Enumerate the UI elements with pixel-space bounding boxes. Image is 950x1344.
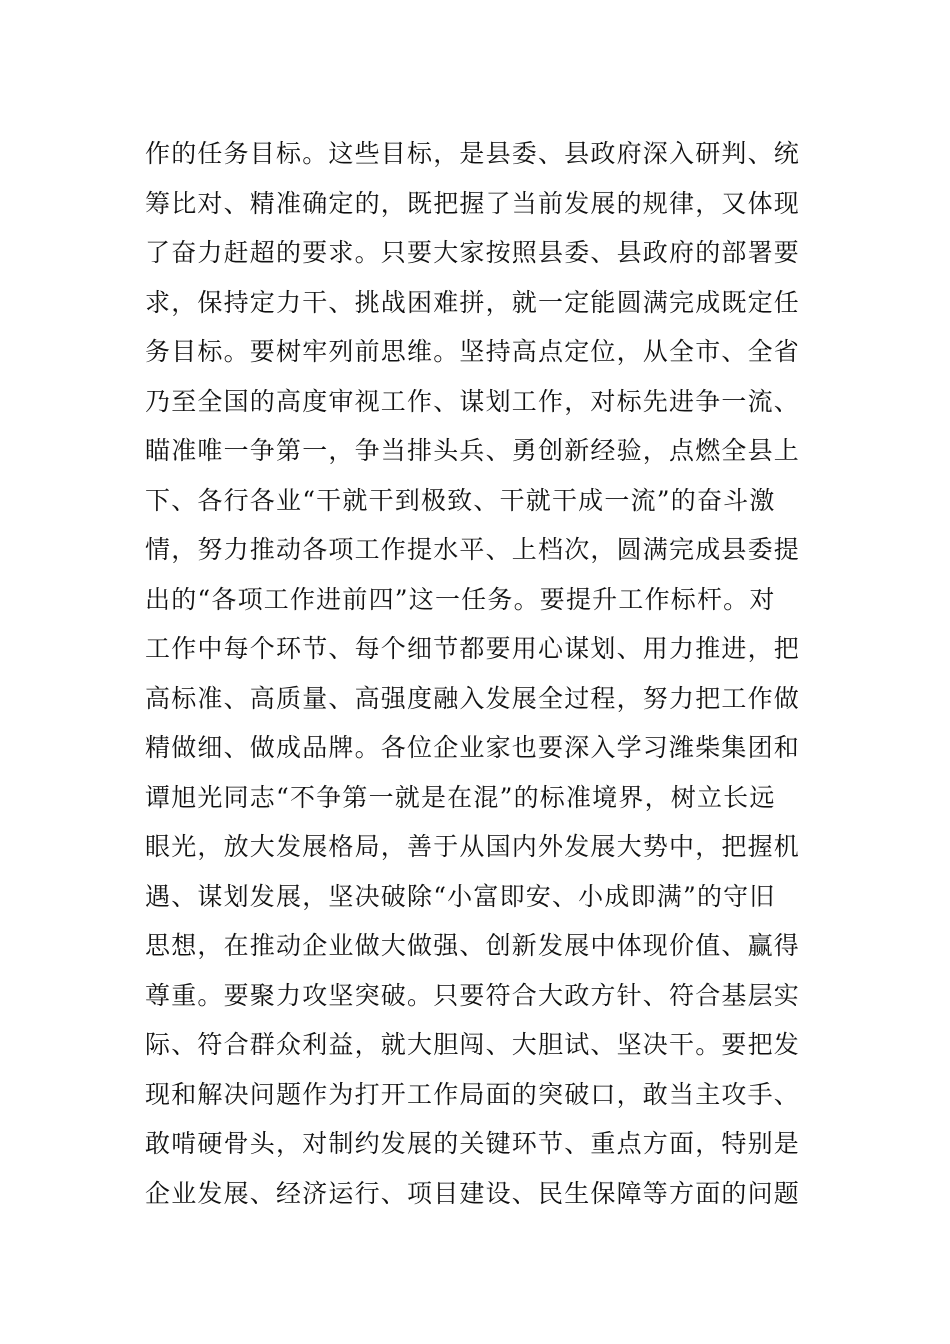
text-line: 出的“各项工作进前四”这一任务。要提升工作标杆。对 <box>145 584 776 614</box>
text-line: 工作中每个环节、每个细节都要用心谋划、用力推进，把 <box>145 634 801 663</box>
text-line: 求，保持定力干、挑战困难拼，就一定能圆满完成既定任 <box>145 287 801 317</box>
text-line: 尊重。要聚力攻坚突破。只要符合大政方针、符合基层实 <box>145 980 801 1010</box>
body-text <box>145 129 815 1218</box>
text-line: 情，努力推动各项工作提水平、上档次，圆满完成县委提 <box>145 535 801 564</box>
text-line: 高标准、高质量、高强度融入发展全过程，努力把工作做 <box>145 683 801 713</box>
text-line: 现和解决问题作为打开工作局面的突破口，敢当主攻手、 <box>145 1079 801 1109</box>
text-line: 作的任务目标。这些目标，是县委、县政府深入研判、统 <box>145 139 801 168</box>
text-line: 谭旭光同志“不争第一就是在混”的标准境界，树立长远 <box>145 782 776 812</box>
text-line: 下、各行各业“干就干到极致、干就干成一流”的奋斗激 <box>145 485 776 515</box>
text-line: 际、符合群众利益，就大胆闯、大胆试、坚决干。要把发 <box>145 1030 801 1059</box>
text-line: 敢啃硬骨头，对制约发展的关键环节、重点方面，特别是 <box>145 1129 801 1158</box>
text-line: 了奋力赶超的要求。只要大家按照县委、县政府的部署要 <box>145 238 801 267</box>
text-line: 遇、谋划发展，坚决破除“小富即安、小成即满”的守旧 <box>145 881 776 911</box>
text-line: 企业发展、经济运行、项目建设、民生保障等方面的问题 <box>145 1178 801 1208</box>
text-line: 精做细、做成品牌。各位企业家也要深入学习潍柴集团和 <box>145 733 801 762</box>
text-line: 眼光，放大发展格局，善于从国内外发展大势中，把握机 <box>145 832 801 861</box>
text-line: 筹比对、精准确定的，既把握了当前发展的规律，又体现 <box>145 188 801 218</box>
text-line: 务目标。要树牢列前思维。坚持高点定位，从全市、全省 <box>145 337 801 366</box>
text-line: 乃至全国的高度审视工作、谋划工作，对标先进争一流、 <box>145 386 801 416</box>
text-line: 思想，在推动企业做大做强、创新发展中体现价值、赢得 <box>145 931 801 960</box>
text-line: 瞄准唯一争第一，争当排头兵、勇创新经验，点燃全县上 <box>145 436 801 465</box>
